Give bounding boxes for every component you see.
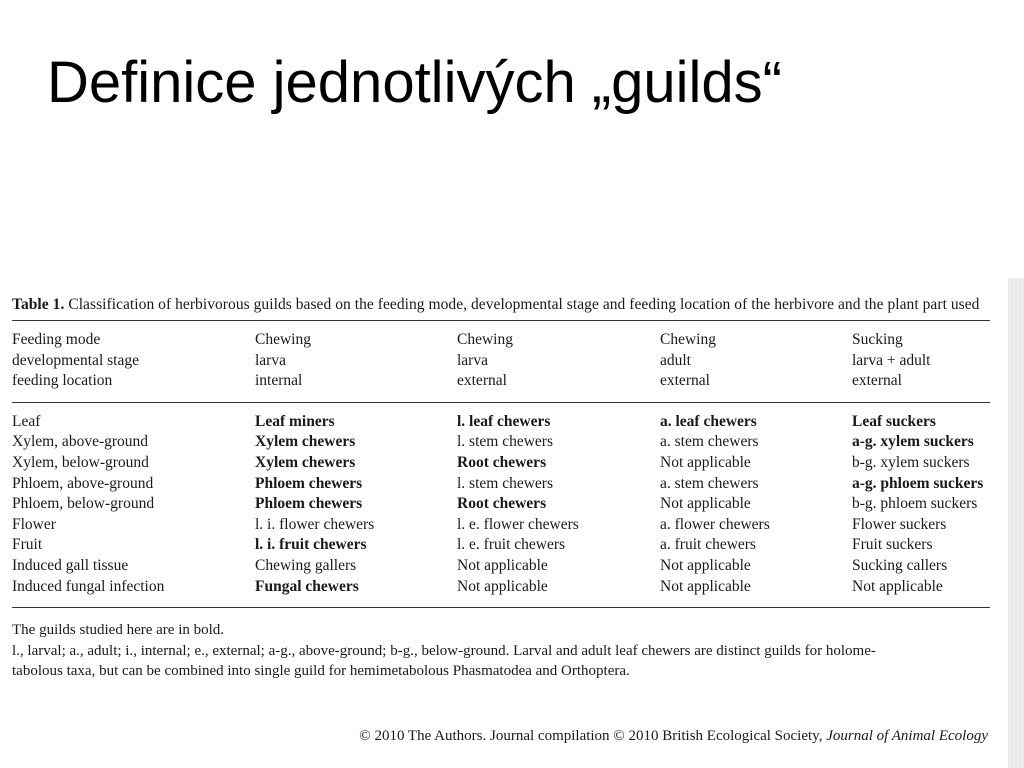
table-cell: Xylem, above-ground <box>12 433 149 451</box>
header-cell: external <box>457 372 507 390</box>
table-cell: l. e. flower chewers <box>457 515 579 533</box>
table-excerpt <box>12 294 990 682</box>
table-row <box>12 412 990 433</box>
table-cell: Leaf miners <box>255 412 335 430</box>
slide-edge-strip <box>1008 278 1024 768</box>
table-row <box>12 556 990 577</box>
table-body <box>12 403 990 607</box>
table-cell: Induced gall tissue <box>12 556 129 574</box>
header-cell: Feeding mode <box>12 331 101 348</box>
table-cell: Not applicable <box>660 453 751 471</box>
header-cell: internal <box>255 372 303 390</box>
table-cell: Flower <box>12 515 56 533</box>
table-cell: Phloem, above-ground <box>12 474 154 492</box>
footnote-bold-note: The guilds studied here are in bold. <box>12 622 225 639</box>
table-cell: l. leaf chewers <box>457 412 551 430</box>
table-cell: Xylem, below-ground <box>12 453 149 471</box>
header-cell: developmental stage <box>12 351 139 369</box>
header-row-feeding-mode <box>12 330 990 351</box>
header-cell: adult <box>660 351 691 369</box>
table-row <box>12 432 990 453</box>
table-row <box>12 535 990 556</box>
table-row <box>12 474 990 495</box>
table-header <box>12 321 990 402</box>
footnote-abbreviations: l., larval; a., adult; i., internal; e., external; a-g., above-ground; b-g., below-ground. Larval and adult leaf chewers are distinct guilds for holome- <box>12 642 876 659</box>
table-cell: Not applicable <box>457 577 548 595</box>
table-cell: l. e. fruit chewers <box>457 536 566 554</box>
table-cell: Induced fungal infection <box>12 577 165 595</box>
header-cell: external <box>660 372 710 390</box>
table-cell: a. flower chewers <box>660 515 770 533</box>
table-cell: Phloem, below-ground <box>12 495 155 513</box>
table-cell: Not applicable <box>660 495 751 513</box>
header-cell: feeding location <box>12 372 113 390</box>
footnote-abbreviations-cont: tabolous taxa, but can be combined into single guild for hemimetabolous Phasmatodea and Orthoptera. <box>12 663 630 680</box>
journal-name: Journal of Animal Ecology <box>826 728 988 744</box>
table-cell: Chewing gallers <box>255 556 357 574</box>
header-cell: larva <box>457 351 488 369</box>
header-cell: external <box>852 372 902 390</box>
header-cell: larva <box>255 351 286 369</box>
table-cell: l. i. flower chewers <box>255 515 375 533</box>
header-cell: Chewing <box>255 331 311 348</box>
header-cell: Chewing <box>660 331 716 348</box>
table-caption-text: Classification of herbivorous guilds based on the feeding mode, developmental stage and feeding location of the herbivore and the plant part used <box>68 296 980 313</box>
table-cell: Xylem chewers <box>255 433 356 451</box>
table-cell: a. stem chewers <box>660 474 759 492</box>
table-cell: Not applicable <box>660 577 751 595</box>
table-cell: Fruit suckers <box>852 536 933 554</box>
table-cell: Xylem chewers <box>255 453 356 471</box>
table-cell: a-g. phloem suckers <box>852 474 984 492</box>
header-cell: Sucking <box>852 331 903 348</box>
table-cell: Not applicable <box>660 556 751 574</box>
table-cell: Sucking callers <box>852 556 948 574</box>
table-cell: Not applicable <box>457 556 548 574</box>
table-row <box>12 577 990 598</box>
copyright-text: © 2010 The Authors. Journal compilation © 2010 British Ecological Society, <box>359 728 823 744</box>
table-cell: Fruit <box>12 536 43 554</box>
table-cell: Phloem chewers <box>255 474 363 492</box>
table-footnotes <box>12 608 990 682</box>
table-cell: Leaf suckers <box>852 412 936 430</box>
table-cell: b-g. xylem suckers <box>852 453 970 471</box>
table-row <box>12 453 990 474</box>
table-cell: a. stem chewers <box>660 433 759 451</box>
table-cell: Fungal chewers <box>255 577 359 595</box>
table-cell: Not applicable <box>852 577 943 595</box>
table-row <box>12 494 990 515</box>
table-cell: Phloem chewers <box>255 495 363 513</box>
table-cell: l. i. fruit chewers <box>255 536 367 554</box>
table-cell: b-g. phloem suckers <box>852 495 978 513</box>
table-cell: Root chewers <box>457 453 547 471</box>
copyright-line <box>359 728 988 745</box>
slide-title: Definice jednotlivých „guilds“ <box>47 50 782 115</box>
table-cell: l. stem chewers <box>457 433 553 451</box>
header-cell: Chewing <box>457 331 513 348</box>
header-cell: larva + adult <box>852 351 931 369</box>
table-cell: Flower suckers <box>852 515 947 533</box>
header-row-developmental-stage <box>12 351 990 372</box>
table-row <box>12 515 990 536</box>
table-cell: Root chewers <box>457 495 547 513</box>
table-caption-label: Table 1. <box>12 296 65 313</box>
table-cell: a-g. xylem suckers <box>852 433 974 451</box>
table-cell: a. leaf chewers <box>660 412 757 430</box>
table-cell: l. stem chewers <box>457 474 553 492</box>
header-row-feeding-location <box>12 371 990 392</box>
table-cell: a. fruit chewers <box>660 536 756 554</box>
table-cell: Leaf <box>12 412 41 430</box>
table-caption <box>12 294 990 316</box>
